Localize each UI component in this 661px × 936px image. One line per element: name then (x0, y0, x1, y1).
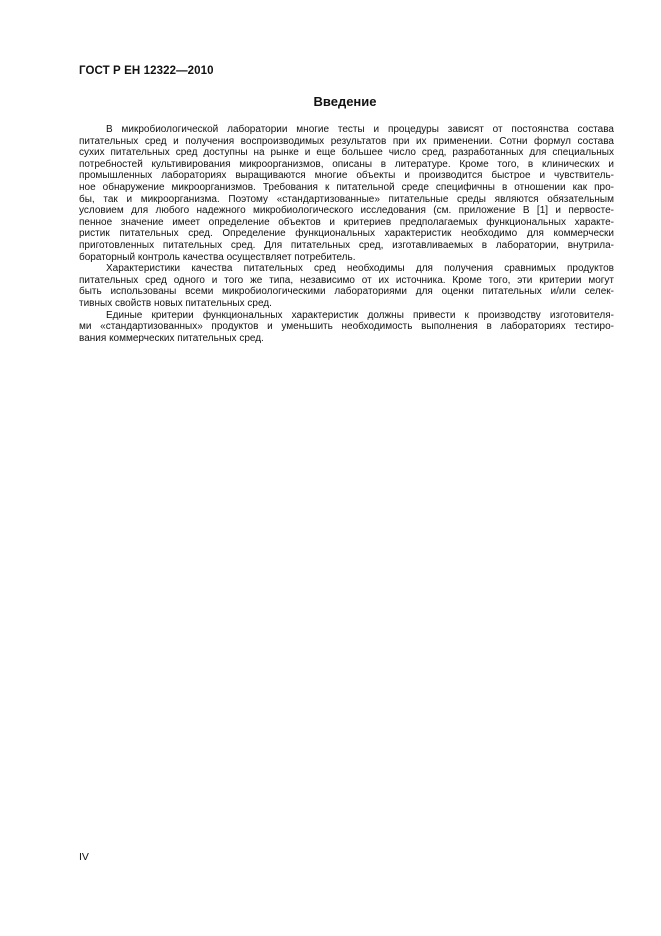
paragraph-2-line-3: быть использованы всеми микробиологическими лабораториями для оценки питательных и/или селек- (79, 286, 614, 298)
paragraph-1-line-12: бораторный контроль качества осуществляет потребитель. (79, 251, 356, 263)
paragraph-1-line-6: ное обнаружение микроорганизмов. Требования к питательной среде специфичны в отношении как про- (79, 181, 614, 193)
paragraph-1-line-9: пенное значение имеет определение объектов и критериев предполагаемых функциональных характе- (79, 216, 614, 228)
paragraph-1-line-1: В микробиологической лаборатории многие тесты и процедуры зависят от постоянства состава (106, 124, 614, 135)
section-title: Введение (313, 94, 377, 109)
paragraph-1-line-10: ристик питательных сред. Определение функциональных характеристик необходимо для коммерчески (79, 228, 614, 240)
paragraph-2-line-4: тивных свойств новых питательных сред. (79, 297, 272, 309)
paragraph-3-line-3: вания коммерческих питательных сред. (79, 332, 264, 344)
page-number: IV (79, 851, 89, 863)
document-header-code: ГОСТ Р ЕН 12322—2010 (79, 65, 214, 77)
paragraph-1-line-11: приготовленных питательных сред. Для питательных сред, изготавливаемых в лаборатории, внутрила- (79, 239, 614, 251)
introduction-body (79, 124, 614, 344)
paragraph-3-line-1: Единые критерии функциональных характеристик должны привести к производству изготовителя- (106, 309, 614, 321)
paragraph-1-line-5: промышленных лабораториях выращиваются многие объекты и производится быстрое и чувствитель- (79, 170, 614, 182)
paragraph-2-line-2: питательных сред одного и того же типа, независимо от их источника. Кроме того, эти критерии могут (79, 274, 614, 286)
paragraph-1-line-4: потребностей культивирования микроорганизмов, описаны в литературе. Кроме того, в клинических и (79, 158, 614, 170)
paragraph-1-line-8: условием для любого надежного микробиологического исследования (см. приложение В [1] и первосте- (79, 205, 614, 217)
paragraph-1-line-7: бы, так и микроорганизма. Поэтому «стандартизованные» питательные среды являются обязательным (79, 193, 614, 205)
paragraph-1-line-3: сухих питательных сред доступны на рынке и еще большее число сред, разработанных для специальных (79, 147, 614, 159)
paragraph-1-line-2: питательных сред и получения воспроизводимых результатов при их применении. Сотни формул состава (79, 135, 614, 147)
paragraph-2-line-1: Характеристики качества питательных сред необходимы для получения сравнимых продуктов (106, 263, 614, 275)
paragraph-3-line-2: ми «стандартизованных» продуктов и уменьшить необходимость выполнения в лабораториях тестиро- (79, 321, 614, 333)
